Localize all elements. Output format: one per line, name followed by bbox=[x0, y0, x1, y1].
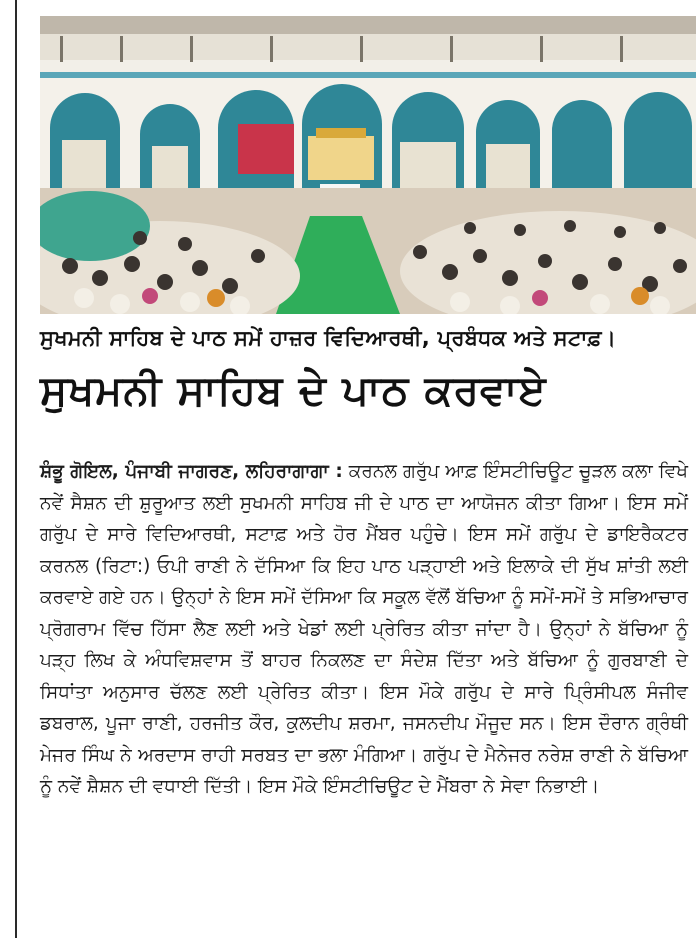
article-headline: ਸੁਖਮਨੀ ਸਾਹਿਬ ਦੇ ਪਾਠ ਕਰਵਾਏ bbox=[40, 366, 547, 414]
gathering-photo bbox=[40, 16, 696, 314]
article-body bbox=[40, 456, 688, 803]
article-text: ਕਰਨਲ ਗਰੁੱਪ ਆਫ਼ ਇੰਸਟੀਚਿਊਟ ਚੂੜਲ ਕਲਾ ਵਿਖੇ ਨਵੇਂ ਸੈਸ਼ਨ ਦੀ ਸ਼ੁਰੂਆਤ ਲਈ ਸੁਖਮਨੀ ਸਾਹਿਬ ਜੀ ਦੇ ਪਾਠ ਦਾ ਆਯੋਜਨ ਕੀਤਾ ਗਿਆ। ਇਸ ਸਮੇਂ ਗਰੁੱਪ ਦੇ ਸਾਰੇ ਵਿਦਿਆਰਥੀ, ਸਟਾਫ਼ ਅਤੇ ਹੋਰ ਮੈਂਬਰ ਪਹੁੰਚੇ। ਇਸ ਸਮੇਂ ਗਰੁੱਪ ਦੇ ਡਾਇਰੈਕਟਰ ਕਰਨਲ (ਰਿਟਾ:) ਓਪੀ ਰਾਣੀ ਨੇ ਦੱਸਿਆ ਕਿ ਇਹ ਪਾਠ ਪੜ੍ਹਾਈ ਅਤੇ ਇਲਾਕੇ ਦੀ ਸੁੱਖ ਸ਼ਾਂਤੀ ਲਈ ਕਰਵਾਏ ਗਏ ਹਨ। ਉਨ੍ਹਾਂ ਨੇ ਇਸ ਸਮੇਂ ਦੱਸਿਆ ਕਿ ਸਕੂਲ ਵੱਲੋਂ ਬੱਚਿਆ ਨੂੰ ਸਮੇਂ-ਸਮੇਂ ਤੇ ਸਭਿਆਚਾਰ ਪ੍ਰੋਗਰਾਮ ਵਿੱਚ ਹਿੱਸਾ ਲੈਣ ਲਈ ਅਤੇ ਖੇਡਾਂ ਲਈ ਪ੍ਰੇਰਿਤ ਕੀਤਾ ਜਾਂਦਾ ਹੈ। ਉਨ੍ਹਾਂ ਨੇ ਬੱਚਿਆ ਨੂੰ ਪੜ੍ਹ ਲਿਖ ਕੇ ਅੰਧਵਿਸ਼ਵਾਸ ਤੋਂ ਬਾਹਰ ਨਿਕਲਣ ਦਾ ਸੰਦੇਸ਼ ਦਿੱਤਾ ਅਤੇ ਬੱਚਿਆ ਨੂੰ ਗੁਰਬਾਣੀ ਦੇ ਸਿਧਾਂਤਾ ਅਨੁਸਾਰ ਚੱਲਣ ਲਈ ਪ੍ਰੇਰਿਤ ਕੀਤਾ। ਇਸ ਮੌਕੇ ਗਰੁੱਪ ਦੇ ਸਾਰੇ ਪ੍ਰਿੰਸੀਪਲ ਸੰਜੀਵ ਡਬਰਾਲ, ਪੂਜਾ ਰਾਣੀ, ਹਰਜੀਤ ਕੌਰ, ਕੁਲਦੀਪ ਸ਼ਰਮਾ, ਜਸਨਦੀਪ ਮੌਜੂਦ ਸਨ। ਇਸ ਦੌਰਾਨ ਗ੍ਰੰਥੀ ਮੇਜਰ ਸਿੰਘ ਨੇ ਅਰਦਾਸ ਰਾਹੀ ਸਰਬਤ ਦਾ ਭਲਾ ਮੰਗਿਆ। ਗਰੁੱਪ ਦੇ ਮੈਨੇਜਰ ਨਰੇਸ਼ ਰਾਣੀ ਨੇ ਬੱਚਿਆ ਨੂੰ ਨਵੇਂ ਸ਼ੈਸ਼ਨ ਦੀ ਵਧਾਈ ਦਿੱਤੀ। ਇਸ ਮੌਕੇ ਇੰਸਟੀਚਿਊਟ ਦੇ ਮੈਂਬਰਾ ਨੇ ਸੇਵਾ ਨਿਭਾਈ। bbox=[40, 461, 689, 797]
column-rule bbox=[15, 0, 17, 938]
article-byline: ਸ਼ੰਭੂ ਗੋਇਲ, ਪੰਜਾਬੀ ਜਾਗਰਣ, ਲਹਿਰਾਗਾਗਾ : bbox=[40, 461, 343, 482]
photo-caption: ਸੁਖਮਨੀ ਸਾਹਿਬ ਦੇ ਪਾਠ ਸਮੇਂ ਹਾਜ਼ਰ ਵਿਦਿਆਰਥੀ, ਪ੍ਰਬੰਧਕ ਅਤੇ ਸਟਾਫ਼। bbox=[40, 326, 617, 350]
